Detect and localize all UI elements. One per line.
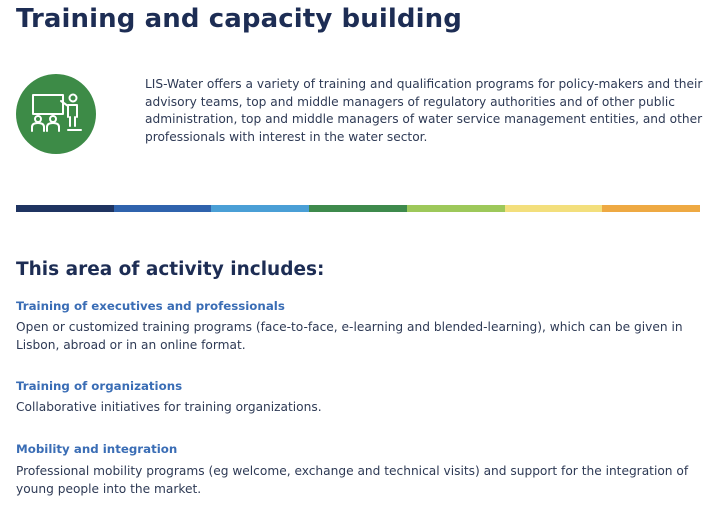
activity-description: Open or customized training programs (face-to-face, e-learning and blended-learning), which can be given in Lisbon, abroad or in an online format. xyxy=(16,320,683,352)
activity-description: Collaborative initiatives for training organizations. xyxy=(16,400,322,414)
color-segment xyxy=(309,205,407,212)
color-segment xyxy=(602,205,700,212)
activity-title: Training of organizations xyxy=(16,379,183,393)
activity-title: Training of executives and professionals xyxy=(16,299,285,313)
classroom-presentation-icon xyxy=(16,74,96,154)
activity-title: Mobility and integration xyxy=(16,442,178,456)
color-segment xyxy=(211,205,309,212)
activity-description: Professional mobility programs (eg welcome, exchange and technical visits) and support for the integration of young people into the market. xyxy=(16,464,689,496)
intro-paragraph: LIS-Water offers a variety of training and qualification programs for policy-makers and their advisory teams, top and middle managers of regulatory authorities and of other public administration, top and middle managers of water service management entities, and other professionals with interest in the water sector. xyxy=(145,77,703,144)
color-divider-bar xyxy=(16,205,700,212)
color-segment xyxy=(407,205,505,212)
color-segment xyxy=(16,205,114,212)
color-segment xyxy=(114,205,212,212)
page-title: Training and capacity building xyxy=(16,4,462,34)
section-heading: This area of activity includes: xyxy=(16,259,325,280)
color-segment xyxy=(505,205,603,212)
